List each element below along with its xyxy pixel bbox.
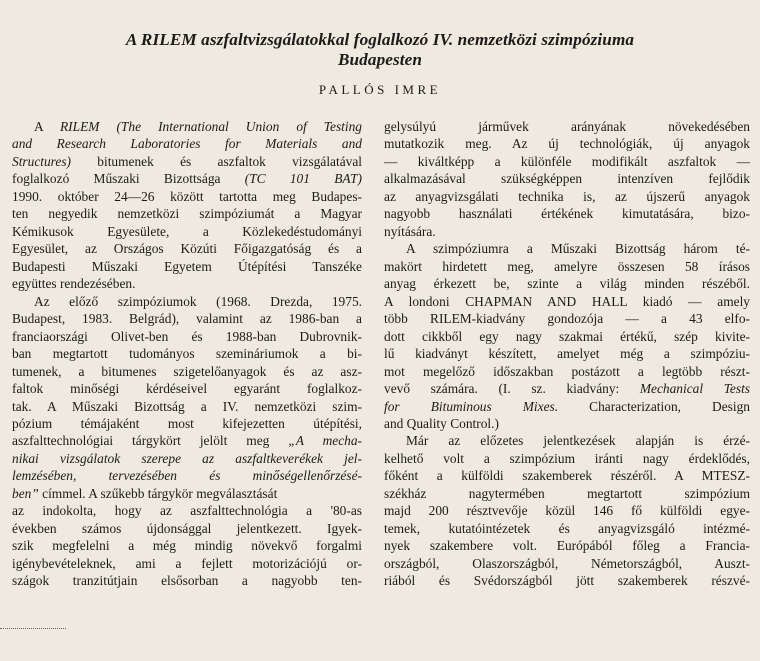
- text-run: franciaországi Olivet-ben és 1988-ban Dubrovnik-: [12, 328, 362, 344]
- text-run: szik megfelelni a még mindig növekvő forgalmi: [12, 538, 362, 554]
- right-column-line: [384, 275, 750, 292]
- right-column-line: [384, 328, 750, 345]
- left-text-column: [12, 118, 362, 590]
- left-column-line: [12, 502, 362, 519]
- text-run: pózium témájaként most kifejezetten útépítési,: [12, 415, 362, 431]
- text-run: Kémikusok Egyesülete, a Közlekedéstudományi: [12, 223, 362, 239]
- left-column-line: [12, 135, 362, 152]
- text-run: aszfalttechnológiai tárgykört jelölt meg: [12, 433, 289, 449]
- text-run: 1990. október 24—26 között tartotta meg Budapes-: [12, 188, 362, 204]
- right-column-line: [384, 170, 750, 187]
- text-run: az indokolta, hogy az aszfalttechnológia a '80-as: [12, 503, 362, 519]
- right-column-line: [384, 205, 750, 222]
- left-column-line: [12, 153, 362, 170]
- text-run: temek, kutatóintézetek és anyagvizsgáló intézmé-: [384, 520, 750, 536]
- left-column-line: [12, 555, 362, 572]
- italic-text: for Bituminous Mixes.: [384, 398, 559, 414]
- left-column-line: [12, 328, 362, 345]
- text-run: országból, Olaszországból, Németországból, Auszt-: [384, 555, 750, 571]
- italic-text: RILEM (The International Union of Testing: [60, 119, 362, 134]
- left-column-line: [12, 363, 362, 380]
- footnote-divider: [0, 628, 66, 629]
- right-column-line: [384, 135, 750, 152]
- left-column-line: [12, 520, 362, 537]
- left-column-line: [12, 118, 362, 135]
- text-run: együttes rendezésében.: [12, 276, 136, 292]
- right-column-line: [384, 572, 750, 589]
- text-run: Egyesület, az Országos Közúti Főigazgatóság és a: [12, 241, 362, 257]
- text-run: Az előző szimpóziumok (1968. Drezda, 1975.: [34, 293, 362, 309]
- right-column-line: [384, 502, 750, 519]
- italic-text: ben”: [12, 485, 39, 501]
- text-run: Characterization, Design: [558, 398, 750, 414]
- text-run: székház nagytermében megtartott szimpózium: [384, 485, 750, 501]
- right-column-line: [384, 258, 750, 275]
- text-run: lű kiadványt készített, amelyet még a szimpóziu-: [384, 346, 750, 362]
- text-run: — kiváltképp a különféle modifikált aszfaltok —: [384, 153, 750, 169]
- italic-text: Mechanical Tests: [639, 381, 750, 397]
- right-column-line: [384, 223, 750, 240]
- right-column-line: [384, 188, 750, 205]
- text-run: nyítására.: [384, 223, 436, 239]
- text-run: Budapesti Műszaki Egyetem Útépítési Tanszéke: [12, 258, 362, 274]
- right-column-line: [384, 415, 750, 432]
- text-run: A szimpóziumra a Műszaki Bizottság három té-: [406, 241, 750, 257]
- text-run: tak. A Műszaki Bizottság a IV. nemzetközi szim-: [12, 398, 362, 414]
- italic-text: lemzésében, tervezésében és minőségellenőrzésé-: [12, 468, 362, 484]
- article-title: [20, 30, 740, 70]
- left-column-line: [12, 188, 362, 205]
- text-run: faltok minőségi kérdéseivel egyaránt foglalkoz-: [12, 381, 362, 397]
- text-run: dott cikkből egy nagy szakmai értékű, szép kivite-: [384, 328, 750, 344]
- text-run: makört hirdetett meg, amelyre összesen 58 írásos: [384, 258, 750, 274]
- text-run: majd 200 résztvevője közül 146 fő külföldi egye-: [384, 503, 750, 519]
- left-column-line: [12, 310, 362, 327]
- text-run: években számos újdonsággal jelentkezett. Igyek-: [12, 520, 362, 536]
- text-run: az anyagvizsgálati technika is, az újszerű anyagok: [384, 188, 750, 204]
- text-run: főként a külföldi szakemberek részéről. A MTESZ-: [384, 468, 750, 484]
- left-column-line: [12, 398, 362, 415]
- text-run: alkalmazásával szükségképpen intenzíven fejlődik: [384, 171, 750, 187]
- right-column-line: [384, 363, 750, 380]
- left-column-line: [12, 415, 362, 432]
- text-run: igénybevételeknek, ami a fejlett motorizációjú or-: [12, 555, 362, 571]
- left-column-line: [12, 485, 362, 502]
- text-run: gelysúlyú járművek arányának növekedésében: [384, 119, 750, 134]
- text-run: bitumenek és aszfaltok vizsgálatával: [71, 153, 362, 169]
- right-column-line: [384, 398, 750, 415]
- text-run: anyag érkezett be, szinte a világ minden részéből.: [384, 276, 750, 292]
- italic-text: and Research Laboratories for Materials and: [12, 136, 362, 152]
- right-column-line: [384, 310, 750, 327]
- text-run: Budapest, 1983. Belgrád), valamint az 1986-ban a: [12, 311, 362, 327]
- right-column-line: [384, 118, 750, 135]
- italic-text: nikai vizsgálatok szerepe az aszfaltkeverékek jel-: [12, 450, 362, 466]
- article-title-line-1: A RILEM aszfaltvizsgálatokkal foglalkozó IV. nemzetközi szimpóziuma: [125, 30, 635, 49]
- right-column-line: [384, 240, 750, 257]
- text-run: címmel. A szűkebb tárgykör megválasztását: [38, 485, 278, 501]
- text-run: A: [34, 119, 60, 134]
- text-run: ten negyedik nemzetközi szimpóziumát a Magyar: [12, 206, 362, 222]
- text-run: kelhető volt a szimpózium iránti nagy érdeklődés,: [384, 450, 750, 466]
- text-run: ban megtartott tudományos szemináriumok a bi-: [12, 346, 362, 362]
- left-column-line: [12, 275, 362, 292]
- right-column-line: [384, 153, 750, 170]
- italic-text: Structures): [12, 153, 72, 169]
- left-column-line: [12, 537, 362, 554]
- right-text-column: [384, 118, 750, 590]
- right-column-line: [384, 450, 750, 467]
- text-run: Már az előzetes jelentkezések alapján is érzé-: [406, 433, 750, 449]
- right-column-line: [384, 520, 750, 537]
- left-column-line: [12, 240, 362, 257]
- left-column-line: [12, 450, 362, 467]
- left-column-line: [12, 205, 362, 222]
- text-run: szágok tranzitútjain elsősorban a nagyobb ten-: [12, 573, 362, 589]
- left-column-line: [12, 223, 362, 240]
- text-run: nyek szakembere volt. Európából főleg a Francia-: [384, 538, 750, 554]
- right-column-line: [384, 485, 750, 502]
- left-column-line: [12, 572, 362, 589]
- text-run: foglalkozó Műszaki Bizottsága: [12, 171, 245, 187]
- text-run: and Quality Control.): [384, 415, 499, 431]
- right-column-line: [384, 345, 750, 362]
- right-column-line: [384, 432, 750, 449]
- article-title-line-2: Budapesten: [337, 50, 423, 69]
- right-column-line: [384, 293, 750, 310]
- text-run: tumenek, a bitumenes szigetelőanyagok és az asz-: [12, 363, 362, 379]
- left-column-line: [12, 170, 362, 187]
- text-run: vevő számára. (I. sz. kiadvány:: [384, 381, 640, 397]
- text-run: riából és Svédországból jött szakemberek részvé-: [384, 573, 750, 589]
- text-run: több RILEM-kiadvány gondozója — a 43 elfo-: [384, 311, 750, 327]
- text-run: mot megelőző időszakban postázott a legtöbb részt-: [384, 363, 750, 379]
- left-column-line: [12, 380, 362, 397]
- right-column-line: [384, 555, 750, 572]
- left-column-line: [12, 432, 362, 449]
- left-column-line: [12, 345, 362, 362]
- left-column-line: [12, 258, 362, 275]
- italic-text: „A mecha-: [288, 433, 362, 449]
- right-column-line: [384, 467, 750, 484]
- left-column-line: [12, 293, 362, 310]
- text-run: A londoni CHAPMAN AND HALL kiadó — amely: [384, 293, 750, 309]
- text-run: nagyobb használati értékének kimutatására, bizo-: [384, 206, 750, 222]
- right-column-line: [384, 380, 750, 397]
- right-column-line: [384, 537, 750, 554]
- author-name: PALLÓS IMRE: [318, 82, 442, 97]
- text-run: mutatkozik meg. Az új technológiák, új anyagok: [384, 136, 750, 152]
- italic-text: (TC 101 BAT): [244, 171, 362, 187]
- left-column-line: [12, 467, 362, 484]
